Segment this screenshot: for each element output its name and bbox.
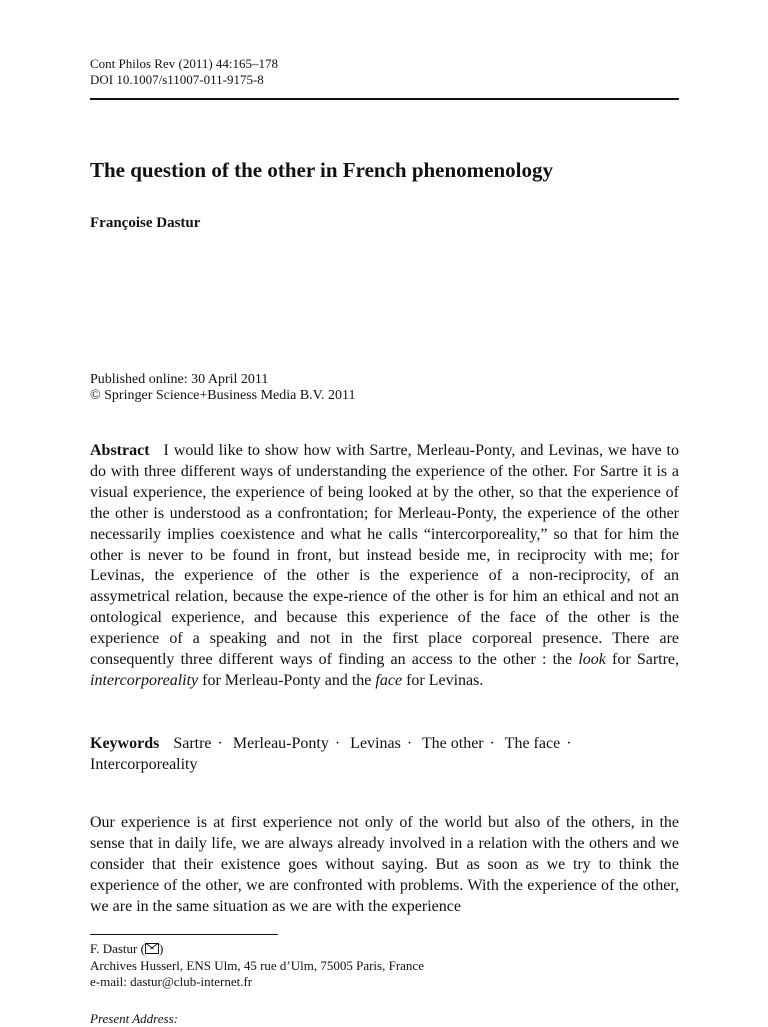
abstract-text-1: I would like to show how with Sartre, Merleau-Ponty, and Levinas, we have to do with three different ways of understanding the experience of the other. For Sartre it is a visual experience, the experience of being looked at by the other, so that the experience of the other is understood as a confrontation; for Merleau-Ponty, the experience of the other necessarily implies coexistence and what he calls “intercorporeality,” so that for him the other is never to be found in front, but instead beside me, in reciprocity with me; for Levinas, the experience of the other is the experience of a non-reciprocity, of an assymetrical relation, because the expe-rience of the other is for him an ethical and not an ontological experience, and because this experience of the face of the other is the experience of a speaking and not in the first place corporeal presence. There are consequently three different ways of finding an access to the other : the	[90, 442, 679, 669]
journal-citation: Cont Philos Rev (2011) 44:165–178	[90, 56, 279, 71]
abstract-emphasis-intercorporeality: intercorporeality	[90, 671, 199, 689]
copyright-line: © Springer Science+Business Media B.V. 2011	[90, 388, 356, 403]
footnote-email: e-mail: dastur@club-internet.fr	[90, 974, 253, 989]
publication-info	[90, 372, 355, 404]
keyword-item: Merleau-Ponty	[232, 735, 329, 752]
keywords-label: Keywords	[90, 735, 160, 752]
keyword-separator: ·	[489, 735, 495, 752]
doi-line: DOI 10.1007/s11007-011-9175-8	[90, 72, 264, 87]
abstract-emphasis-look: look	[578, 651, 606, 669]
keyword-item: The face	[504, 735, 561, 752]
article-title: The question of the other in French phenomenology	[90, 158, 554, 182]
abstract-text-3: for Merleau-Ponty and the	[202, 671, 372, 689]
keyword-item: Intercorporeality	[90, 755, 198, 773]
published-date: Published online: 30 April 2011	[90, 372, 269, 387]
keyword-separator: ·	[406, 735, 413, 752]
abstract-text-4: for Levinas.	[406, 671, 484, 689]
footnote-name-line: F. Dastur ( )	[90, 941, 164, 956]
header-rule	[90, 98, 679, 100]
keyword-separator: ·	[566, 735, 572, 752]
abstract-label: Abstract	[90, 442, 150, 459]
present-address-label: Present Address:	[90, 1011, 178, 1026]
keyword-item: Sartre	[173, 735, 212, 752]
keywords	[90, 734, 679, 776]
footnote-author: F. Dastur	[90, 941, 138, 956]
keyword-item: The other	[421, 735, 484, 752]
keyword-list	[90, 735, 578, 773]
author-footnote	[90, 941, 424, 991]
keyword-separator: ·	[217, 735, 223, 752]
envelope-icon	[145, 943, 159, 954]
body-paragraph: Our experience is at first experience not only of the world but also of the others, in the sense that in daily life, we are always already involved in a relation with the others and we consider that their existence goes without saying. But as soon as we try to think the experience of the other, we are confronted with problems. With the experience of the other, we are in the same situation as we are with the experience	[90, 814, 679, 915]
abstract-text-2: for Sartre,	[612, 651, 680, 669]
author-name: Françoise Dastur	[90, 215, 201, 231]
keyword-separator: ·	[334, 735, 341, 752]
abstract	[90, 441, 679, 692]
journal-header	[90, 56, 278, 88]
abstract-emphasis-face: face	[375, 671, 403, 689]
keyword-item: Levinas	[350, 735, 401, 752]
footnote-address: Archives Husserl, ENS Ulm, 45 rue d’Ulm, 75005 Paris, France	[90, 957, 424, 973]
footnote-rule	[90, 934, 278, 935]
